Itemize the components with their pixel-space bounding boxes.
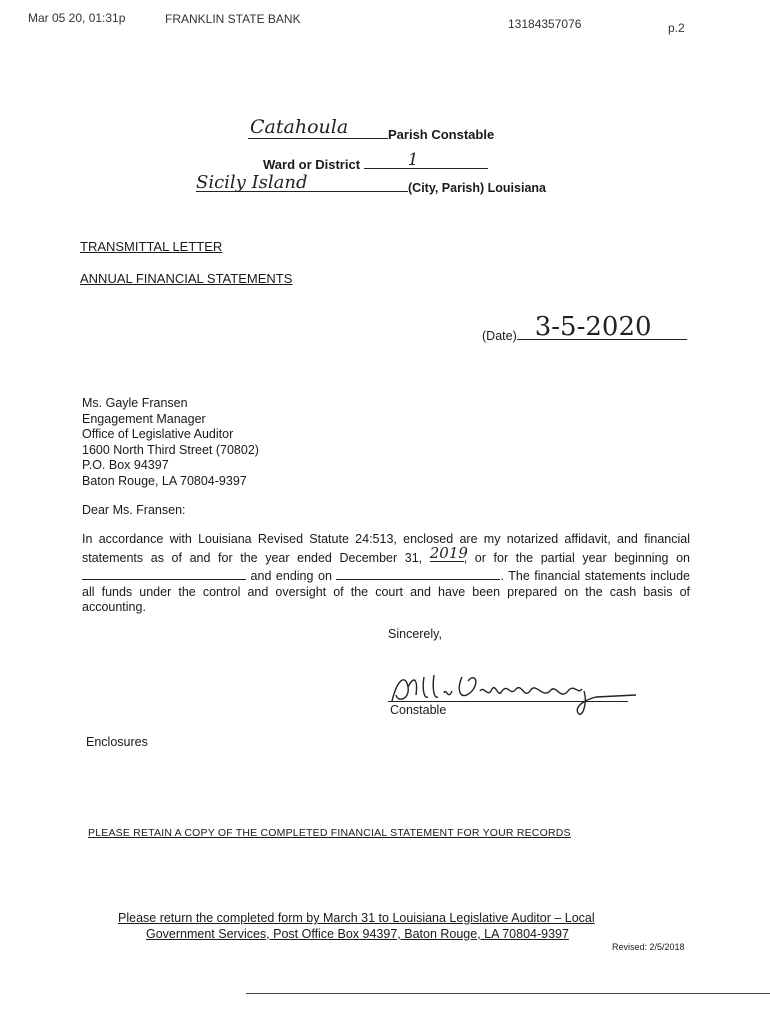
salutation: Dear Ms. Fransen:	[82, 503, 186, 517]
signature-block	[384, 665, 640, 730]
city-handwritten: Sicily Island	[196, 172, 308, 193]
date-label: (Date)	[482, 329, 517, 343]
year-field	[429, 544, 468, 562]
date-field	[517, 312, 687, 342]
city-field	[196, 172, 408, 193]
address-line: 1600 North Third Street (70802)	[82, 442, 259, 457]
city-line	[196, 172, 546, 195]
fax-sender: FRANKLIN STATE BANK	[165, 12, 301, 26]
revised-date: Revised: 2/5/2018	[612, 942, 685, 952]
ward-handwritten: 1	[407, 150, 419, 170]
body-text-4: . The financial statements include all funds under the control and oversight of the court and have been prepared on the cash basis of accounting.	[82, 569, 690, 614]
body-text-2: , or for the partial year beginning on	[463, 550, 690, 565]
address-line: Office of Legislative Auditor	[82, 427, 234, 441]
enclosures-label: Enclosures	[86, 735, 148, 749]
closing: Sincerely,	[388, 627, 442, 641]
signature-line	[388, 701, 628, 702]
address-line: Engagement Manager	[82, 411, 206, 426]
ward-field	[364, 152, 488, 169]
city-label: (City, Parish) Louisiana	[408, 181, 546, 195]
title-annual-statements: ANNUAL FINANCIAL STATEMENTS	[80, 271, 293, 286]
body-paragraph	[82, 532, 690, 616]
parish-handwritten: Catahoula	[250, 116, 349, 138]
address-line: Baton Rouge, LA 70804-9397	[82, 473, 247, 488]
body-text-3: and ending on	[246, 569, 337, 583]
fax-phone: 13184357076	[508, 17, 582, 31]
retain-notice: PLEASE RETAIN A COPY OF THE COMPLETED FINANCIAL STATEMENT FOR YOUR RECORDS	[88, 827, 571, 839]
begin-date-field	[82, 566, 246, 580]
fax-timestamp: Mar 05 20, 01:31p	[28, 11, 126, 25]
body-text-1: In accordance with Louisiana Revised Statute 24:513, enclosed are my notarized affidavit, and financial statements as of and for the year ended December 31,	[82, 532, 690, 565]
date-handwritten: 3-5-2020	[534, 312, 652, 342]
address-line: P.O. Box 94397	[82, 458, 169, 472]
footer-line-1: Please return the completed form by March 31 to Louisiana Legislative Auditor – Local	[118, 911, 595, 925]
ward-label: Ward or District	[263, 157, 361, 172]
signature-title: Constable	[390, 703, 447, 717]
fax-page-number: p.2	[668, 21, 685, 35]
end-date-field	[336, 566, 500, 580]
title-transmittal: TRANSMITTAL LETTER	[80, 239, 223, 254]
bottom-rule	[246, 993, 770, 994]
date-line	[482, 312, 687, 343]
address-line: Ms. Gayle Fransen	[82, 396, 188, 410]
ward-line	[263, 152, 488, 172]
parish-line	[248, 116, 495, 142]
year-handwritten: 2019	[429, 544, 468, 562]
parish-label: Parish Constable	[388, 127, 495, 142]
footer-line-2: Government Services, Post Office Box 94397, Baton Rouge, LA 70804-9397	[146, 927, 569, 941]
recipient-address	[82, 396, 259, 489]
parish-field	[248, 116, 388, 139]
